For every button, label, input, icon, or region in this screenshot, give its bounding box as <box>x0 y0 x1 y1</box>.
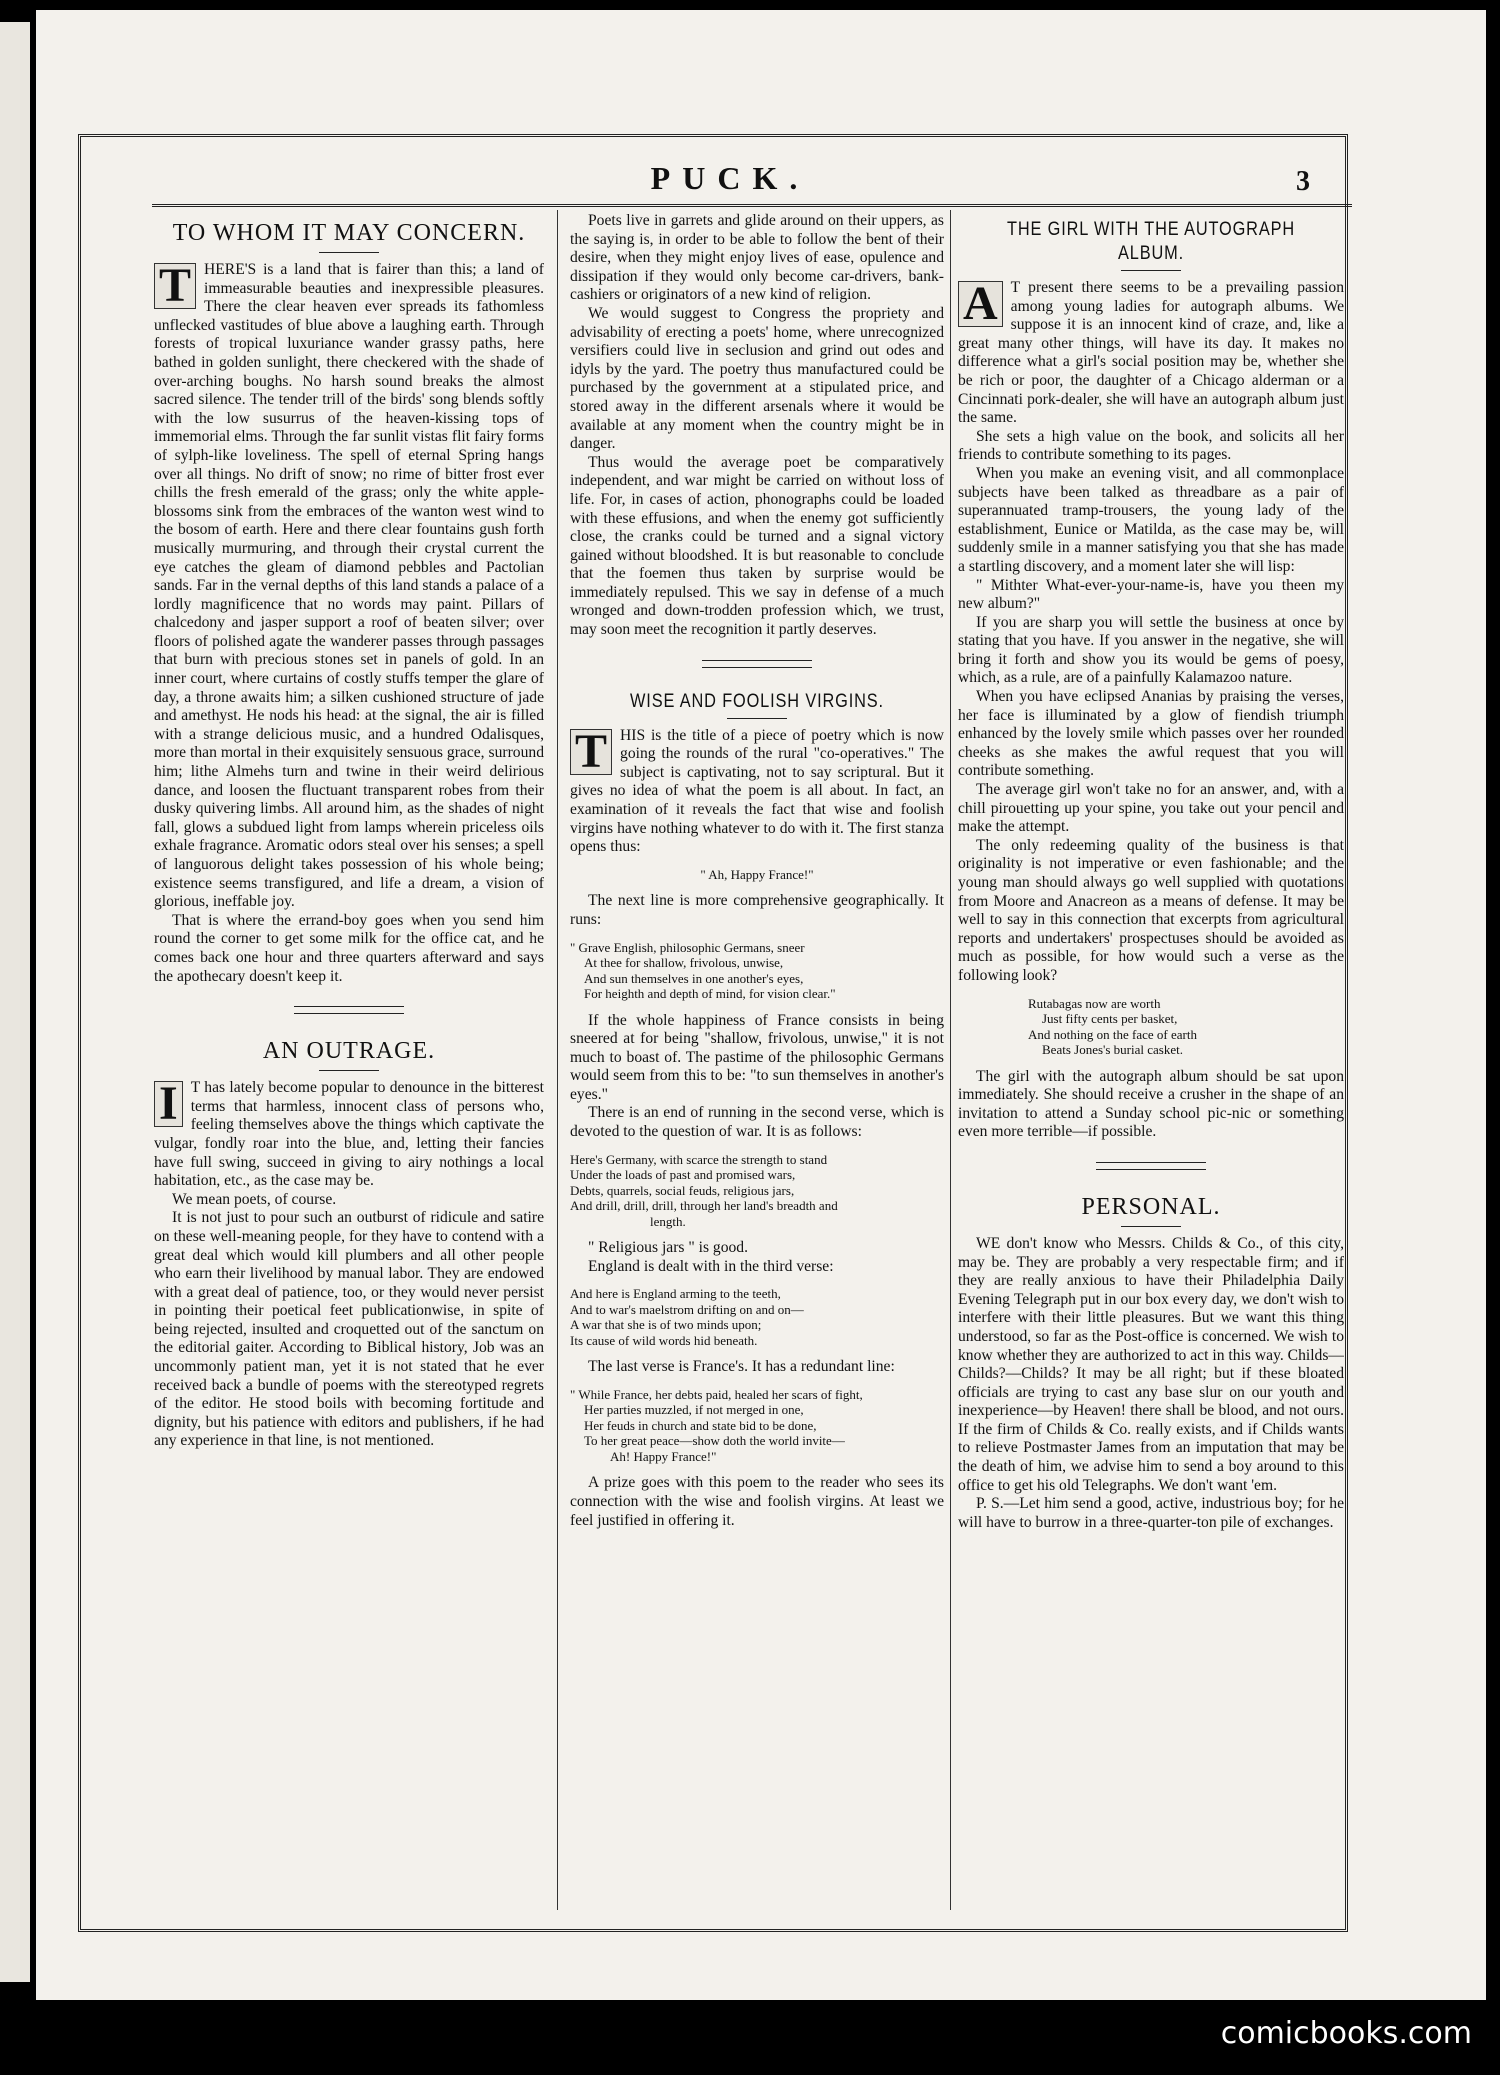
poem-line: Rutabagas now are worth <box>1028 995 1161 1011</box>
poem-quote <box>570 867 944 883</box>
article-paragraph <box>958 279 1344 428</box>
article-paragraph: It is not just to pour such an outburst of ridicule and satire on these well-meaning people, for they have to contend with a great deal which would kill plumbers and all other people who earn their livelihood by manual labor. They are endowed with a great deal of patience, too, or they would never persist in pointing their poetical feet publicationwise, in spite of being rejected, insulted and croquetted out of the sanctum on the editorial gaiter. According to Biblical history, Job was an uncommonly patient man, yet it is not stated that he ever received back a bundle of poems with the stereotyped regrets of the editor. He stood boils with becoming fortitude and dignity, but his patience with editors and publishers, if he had any experience in that line, is not mentioned. <box>154 1209 544 1450</box>
paragraph-text: HERE'S is a land that is fairer than this; a land of immeasurable beauties and inexpressible pleasures. There the clear heaven ever spreads its fathomless unflecked vastitudes of blue above a laughing earth. Through forests of tropical luxuriance wander grassy paths, here bathed in golden sunlight, there checkered with the shade of over-arching boughs. No harsh sound breaks the almost sacred silence. The tender trill of the birds' song blends softly with the low susurrus of the heaven-kissing tops of immemorial elms. Through the far sunlit vistas flit fairy forms of sylph-like loveliness. The spell of eternal Spring hangs over all things. No drift of snow; no rime of bitter frost ever chills the fresh emerald of the grass; only the white apple-blossoms sink from the embraces of the wanton west wind to the bosom of earth. Here and there clear fountains gush forth musically murmuring, and through their crystal current the eye catches the gleam of diamond pebbles and Pactolian sands. Far in the vernal depths of this land stands a palace of a lordly magnificence that no words may paint. Pillars of chalcedony and jasper support a roof of beaten silver; over floors of polished agate the wanderer passes through passages that burn with precious stones set in panels of gold. In an inner court, where curtains of costly stuffs temper the glare of day, a throne awaits him; a silken cushioned structure of jade and amethyst. He nods his head: at the signal, the air is filled with a strange delicious music, and a hundred Odalisques, more than mortal in their exquisitely sensuous grace, surround him; lithe Almehs turn and twine in their weird delirious dance, and loosen the fluctuant transparent robes from their dusky quivering limbs. All around him, as the shades of night fall, glows a subdued light from lamps wherein priceless oils exhale fragrance. Aromatic odors steal over his senses; a spell of languorous delight takes possession of his whole being; existence seems transfigured, and life a dream, a vision of glorious, ineffable joy. <box>154 261 544 911</box>
poem-line: A war that she is of two minds upon; <box>570 1317 762 1333</box>
section-separator <box>702 660 812 668</box>
poem-line: Her feuds in church and state bid to be done, <box>584 1417 817 1433</box>
paragraph-text: T present there seems to be a prevailing passion among young ladies for autograph albums. We suppose it is an innocent kind of craze, and, like a great many other things, will have its day. It makes no difference what a girl's social position may be, whether she be rich or poor, the daughter of a Chicago alderman or a Cincinnati pork-dealer, she will have an autograph album just the same. <box>958 279 1344 427</box>
article-paragraph: That is where the errand-boy goes when you send him round the corner to get some milk for the office cat, and he comes back one hour and three quarters afterward and says the apothecary doesn't keep it. <box>154 911 544 985</box>
article-paragraph: The only redeeming quality of the business is that originality is not imperative or even fashionable; and the young man should always go well supplied with quotations from Moore and Anacreon as a means of defense. It may be well to say in this connection that excerpts from agricultural reports and undertakers' prospectuses should be avoided as much as possible, for how would such a verse as the following look? <box>958 836 1344 984</box>
article-paragraph: If you are sharp you will settle the business at once by stating that you have. If you answer in the negative, she will bring it forth and show you its would be gems of poesy, which, as a rule, are of a painfully Kalamazoo nature. <box>958 613 1344 687</box>
article-paragraph: England is dealt with in the third verse: <box>588 1257 834 1275</box>
poem-line: And nothing on the face of earth <box>1028 1026 1197 1042</box>
article-paragraph: WE don't know who Messrs. Childs & Co., of this city, may be. They are probably a very respectable firm; and if they are really anxious to have their Philadelphia Daily Evening Telegraph put in our box every day, we don't wish to interfere with their little pleasures. But we want this thing understood, so far as the Post-office is concerned. We wish to know whether they are authorized to act in this way. Childs—Childs?—Childs? It may be all right; but if these bloated officials are trying to cast any base slur on our youth and inexperience—by Heaven! there shall be blood, and not ours. If the firm of Childs & Co. really exists, and if Childs wants to relieve Postmaster James from an imputation that may be the death of him, we advise him to send a boy around to this office to get his old Telegraphs. We don't want 'em. <box>958 1234 1344 1494</box>
title-rule <box>727 718 787 719</box>
article-title-virgins: WISE AND FOOLISH VIRGINS. <box>630 690 884 712</box>
poem-line: Just fifty cents per basket, <box>1042 1011 1178 1027</box>
column-rule-2 <box>950 210 951 1910</box>
poem-line: To her great peace—show doth the world invite— <box>584 1433 845 1449</box>
article-paragraph: " Religious jars " is good. <box>588 1239 749 1257</box>
article-paragraph: There is an end of running in the second verse, which is devoted to the question of war. It is as follows: <box>570 1104 944 1141</box>
poem-quote <box>570 1152 944 1230</box>
article-paragraph <box>570 724 944 857</box>
poem-line: And drill, drill, drill, through her land's breadth and <box>570 1198 838 1214</box>
poem-line: Under the loads of past and promised wars, <box>570 1167 796 1183</box>
article-paragraph: She sets a high value on the book, and solicits all her friends to contribute something to its pages. <box>958 427 1344 464</box>
poem-line: And here is England arming to the teeth, <box>570 1286 781 1302</box>
column-1 <box>154 212 544 1902</box>
article-title-to-whom: TO WHOM IT MAY CONCERN. <box>172 220 526 246</box>
article-paragraph: P. S.—Let him send a good, active, industrious boy; for he will have to burrow in a three-quarter-ton pile of exchanges. <box>958 1495 1344 1531</box>
article-paragraph: The girl with the autograph album should be sat upon immediately. She should receive a crusher in the shape of an invitation to attend a Sunday school pic-nic or something even more terrible—if possible. <box>958 1067 1344 1141</box>
title-rule <box>1121 270 1181 271</box>
article-paragraph: When you make an evening visit, and all commonplace subjects have been talked as threadbare as a pair of superannuated tramp-trousers, the young lady of the establishment, Eunice or Matilda, as the case may be, will suddenly smile in a manner satisfying you that she has made a startling discovery, and a moment later she will lisp: <box>958 464 1344 575</box>
title-rule <box>319 1070 379 1071</box>
publication-title: PUCK. <box>650 160 810 196</box>
poem-line: And to war's maelstrom drifting on and on— <box>570 1301 804 1317</box>
poem-line: For heighth and depth of mind, for vision clear." <box>584 986 836 1001</box>
poem-quote <box>570 1286 944 1348</box>
article-paragraph: Poets live in garrets and glide around on their uppers, as the saying is, in order to be able to follow the bent of their desire, when they might enjoy lives of ease, opulence and dissipation if they would only become car-drivers, bank-cashiers or originators of a new kind of religion. <box>570 212 944 304</box>
article-paragraph: Thus would the average poet be comparatively independent, and war might be carried on without loss of life. For, in cases of action, phonographs could be loaded with these effusions, and when the enemy got sufficiently close, the cranks could be turned and a signal victory gained without bloodshed. It is but reasonable to conclude that the foemen thus taken by surprise would be immediately repulsed. This we say in defense of a much wronged and down-trodden profession which, we trust, may soon meet the recognition it partly deserves. <box>570 453 944 639</box>
article-paragraph: " Mithter What-ever-your-name-is, have you theen my new album?" <box>958 576 1344 613</box>
title-rule <box>1121 1226 1181 1227</box>
article-paragraph: We would suggest to Congress the propriety and advisability of erecting a poets' home, where unrecognized versifiers could live in seclusion and grind out odes and idyls by the yard. The poetry thus manufactured could be purchased by the government at a stipulated price, and stored away in the different arsenals where it would be available at any moment when the country might be in danger. <box>570 304 944 453</box>
poem-line: Ah! Happy France!" <box>610 1448 717 1464</box>
masthead-rule <box>152 204 1352 207</box>
site-watermark: comicbooks.com <box>1220 2016 1472 2051</box>
poem-quote <box>570 1387 944 1465</box>
section-separator <box>1096 1162 1206 1170</box>
article-paragraph: The next line is more comprehensive geographically. It runs: <box>570 892 944 928</box>
paragraph-text: HIS is the title of a piece of poetry which is now going the rounds of the rural "co-operatives." The subject is captivating, not to say scriptural. But it gives no idea of what the poem is all about. In fact, an examination of it reveals the fact that wise and foolish virgins have nothing whatever to do with it. The first stanza opens thus: <box>570 726 944 856</box>
column-3 <box>958 212 1344 1902</box>
article-paragraph: The last verse is France's. It has a redundant line: <box>588 1358 895 1376</box>
paragraph-text: T has lately become popular to denounce in the bitterest terms that harmless, innocent class of persons who, feeling themselves above the things which captivate the vulgar, fondly roar into the blue, and, letting their fancies have full swing, succeed in giving to airy nothings a local habitation, etc., as the case may be. <box>154 1079 544 1190</box>
article-title-autograph: THE GIRL WITH THE AUTOGRAPH ALBUM. <box>1006 219 1296 264</box>
poem-line: " While France, her debts paid, healed her scars of fight, <box>570 1386 863 1402</box>
column-rule-1 <box>557 210 558 1910</box>
dropcap: T <box>154 263 196 309</box>
poem-line: And sun themselves in one another's eyes, <box>584 970 804 986</box>
column-2 <box>570 212 944 1902</box>
article-paragraph: The average girl won't take no for an answer, and, with a chill pirouetting up your spine, you take out your pencil and make the attempt. <box>958 781 1344 836</box>
article-title-personal: PERSONAL. <box>1081 1193 1221 1220</box>
poem-line: Beats Jones's burial casket. <box>1042 1042 1183 1058</box>
section-separator <box>294 1006 404 1014</box>
poem-line: At thee for shallow, frivolous, unwise, <box>584 955 784 970</box>
dropcap: I <box>154 1081 183 1127</box>
poem-line: length. <box>650 1213 686 1229</box>
article-paragraph: We mean poets, of course. <box>172 1190 337 1208</box>
article-paragraph <box>154 261 544 912</box>
poem-line: Here's Germany, with scarce the strength to stand <box>570 1151 828 1167</box>
article-title-outrage: AN OUTRAGE. <box>262 1038 436 1065</box>
dropcap: T <box>570 729 612 775</box>
article-paragraph: A prize goes with this poem to the reader who sees its connection with the wise and foolish virgins. At least we feel justified in offering it. <box>570 1474 944 1529</box>
poem-line: " Grave English, philosophic Germans, sneer <box>570 939 805 955</box>
masthead <box>120 160 1340 204</box>
previous-page-edge <box>0 22 30 1982</box>
title-rule <box>319 252 379 253</box>
poem-line: " Ah, Happy France!" <box>700 866 814 882</box>
poem-quote <box>958 996 1344 1058</box>
article-paragraph: When you have eclipsed Ananias by praising the verses, her face is illuminated by a glow of fiendish triumph enhanced by the lovely smile which passes over her rounded cheeks as she makes the awful request that you will contribute something. <box>958 688 1344 780</box>
poem-line: Debts, quarrels, social feuds, religious jars, <box>570 1182 795 1198</box>
dropcap: A <box>958 281 1003 327</box>
poem-line: Her parties muzzled, if not merged in one, <box>584 1402 804 1418</box>
poem-line: Its cause of wild words hid beneath. <box>570 1332 758 1348</box>
page-number: 3 <box>1296 166 1310 197</box>
article-paragraph <box>154 1079 544 1191</box>
poem-quote <box>570 940 944 1002</box>
article-paragraph: If the whole happiness of France consists in being sneered at for being "shallow, frivolous, unwise," it is not much to boast of. The pastime of the philosophic Germans would seem from this to be: "to sun themselves in another's eyes." <box>570 1011 944 1103</box>
